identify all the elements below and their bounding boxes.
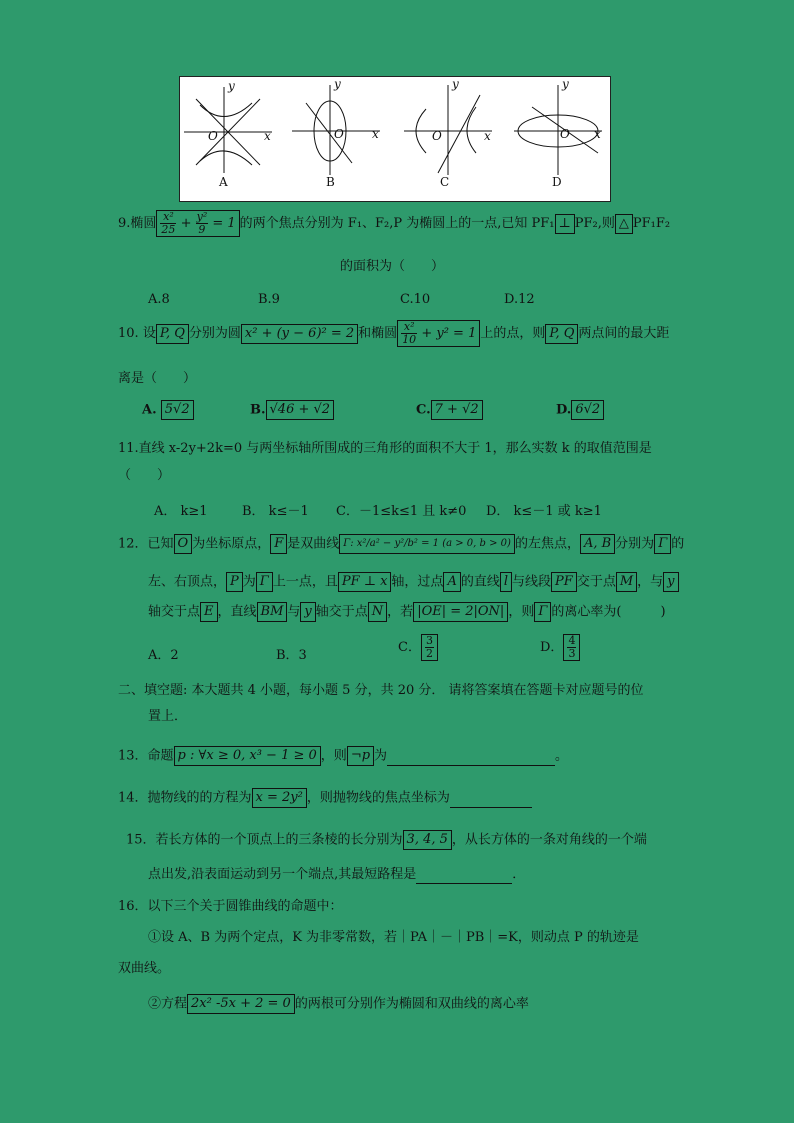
q12-l2b: 为 (242, 574, 256, 590)
q12-l2c: 上一点，且 (272, 574, 338, 590)
q12-l2e: 的直线 (460, 574, 500, 590)
figure-axis-x-d: x (594, 127, 601, 141)
q14 (118, 788, 532, 808)
figure-axis-x-c: x (484, 129, 491, 143)
figure-origin-b: O (334, 127, 344, 141)
q9-option-b: B.9 (258, 292, 280, 307)
q10-option-c (416, 400, 483, 420)
q12-a: A (443, 572, 460, 592)
q9-line2: 的面积为（ ） (340, 259, 445, 274)
q12-m: M (616, 572, 637, 592)
q16-line1: 16．以下三个关于圆锥曲线的命题中： (118, 899, 343, 914)
figure-axis-y-c: y (452, 77, 459, 91)
q15-end: ． (512, 867, 526, 882)
q11-option-a: A． k≥1 (154, 504, 208, 519)
q10-ell-den: 10 (402, 333, 417, 346)
q10-ellipse (397, 320, 480, 347)
figure-axis-x-a: x (264, 129, 271, 143)
q12-pfx: PF ⊥ x (338, 572, 392, 592)
q12-opt-c-den: 2 (425, 647, 433, 660)
q12-l2d: 轴，过点 (391, 574, 444, 590)
q10-opt-d-letter: D. (556, 402, 572, 418)
q12-line2 (148, 572, 679, 592)
q15-answer-blank[interactable] (416, 869, 512, 884)
q12-l3e: ，若 (387, 604, 414, 620)
q12-l: l (500, 572, 512, 592)
q9-mid2: PF₂,则 (574, 216, 615, 231)
q10-line2: 离是（ ） (118, 371, 197, 386)
q12-l3d: 轴交于点 (315, 604, 368, 620)
q12-gamma: Γ (654, 534, 671, 554)
q10-circle: x² + (y − 6)² = 2 (241, 324, 358, 344)
q15-line1 (126, 830, 647, 850)
q10-pre: 设 (142, 326, 156, 341)
q10-ell-rest: + y² = 1 (421, 326, 477, 341)
q12-gamma2: Γ (256, 572, 273, 592)
q12-l3b: ，直线 (217, 604, 257, 620)
figure-axis-x-b: x (372, 127, 379, 141)
q16-l4-pre: ②方程 (148, 996, 188, 1012)
q9-line1 (118, 210, 670, 237)
q10-opt-b-value: √46 + √2 (266, 400, 335, 420)
q12-opt-d-frac (563, 634, 580, 661)
q9-number: 9. (118, 216, 131, 231)
section2-heading-cont: 置上． (148, 709, 188, 724)
q10-ell-num: x² (401, 321, 417, 334)
q12-y: y (663, 572, 678, 592)
q13 (118, 746, 568, 766)
figure-label-d: D (552, 175, 562, 189)
q10-option-a (142, 400, 194, 420)
q16-l4-post: 的两根可分别作为椭圆和双曲线的离心率 (294, 996, 529, 1012)
q12-f: F (270, 534, 287, 554)
q13-pre: 13．命题 (118, 748, 174, 764)
q9-pre: 椭圆 (130, 216, 157, 231)
q12-opt-d-den: 3 (568, 647, 576, 660)
q9-mid: 的两个焦点分别为 F₁、F₂,P 为椭圆上的一点,已知 PF₁ (239, 216, 555, 231)
q12-l2g: 交于点 (576, 574, 616, 590)
q12-l3f: ，则 (508, 604, 535, 620)
q12-line3 (148, 602, 666, 622)
figure-origin-c: O (432, 129, 442, 143)
q12-pf: PF (551, 572, 577, 592)
q12-number: 12．已知 (118, 536, 174, 552)
figure-origin-d: O (560, 127, 570, 141)
q10-opt-c-value: 7 + √2 (431, 400, 483, 420)
q12-e: E (200, 602, 218, 622)
q10-opt-b-letter: B. (250, 402, 266, 418)
q9-frac1-num: x² (160, 211, 176, 224)
q11-option-d: D． k≤－1 或 k≥1 (486, 504, 602, 519)
q13-end: 。 (555, 748, 569, 764)
q14-pre: 14．抛物线的的方程为 (118, 790, 252, 806)
q12-option-b: B．3 (276, 648, 307, 663)
q12-t2: 是双曲线 (287, 536, 340, 552)
q13-mid: ，则 (320, 748, 347, 764)
q12-l3g: 的离心率为( ) (551, 604, 666, 620)
q11-option-b: B． k≤－1 (242, 504, 309, 519)
q12-l2a: 左、右顶点， (148, 574, 227, 590)
q9-frac2-num: y² (196, 210, 208, 223)
figure-label-a: A (219, 175, 228, 189)
q10-t1: 分别为圆 (188, 326, 241, 341)
q12-n: N (368, 602, 387, 622)
q10-opt-a-value: 5√2 (161, 400, 194, 420)
q13-post: 为 (374, 748, 388, 764)
q12-t1: 为坐标原点， (192, 536, 271, 552)
q12-line1 (118, 534, 684, 554)
q12-l2f: 与线段 (512, 574, 552, 590)
section2-heading: 二、填空题: 本大题共 4 小题，每小题 5 分，共 20 分． 请将答案填在答题卡对应题号的位 (118, 683, 644, 698)
q16-line4 (148, 994, 529, 1014)
figure-origin-a: O (208, 129, 218, 143)
q13-neg: ¬p (347, 746, 374, 766)
q11-line2: （ ） (118, 468, 171, 483)
q10-opt-a-letter: A. (142, 402, 157, 418)
q16-eq: 2x² -5x + 2 = 0 (187, 994, 295, 1014)
q12-y2: y (300, 602, 315, 622)
q10-pq: P, Q (156, 324, 189, 344)
q12-p: P (226, 572, 243, 592)
q9-plus: + (180, 216, 192, 231)
q12-t4: 分别为 (615, 536, 655, 552)
q13-prop: p : ∀x ≥ 0, x³ − 1 ≥ 0 (174, 746, 321, 766)
q12-bm: BM (257, 602, 288, 622)
q12-l3c: 与 (287, 604, 301, 620)
conic-sketches (180, 77, 610, 201)
q13-answer-blank[interactable] (387, 751, 555, 766)
q16-line3: 双曲线。 (118, 961, 171, 976)
q14-eq: x = 2y² (252, 788, 307, 808)
q16-line2: ①设 A、B 为两个定点，K 为非零常数，若｜PA｜－｜PB｜=K，则动点 P 的轨迹是 (148, 930, 639, 945)
q10-opt-d-value: 6√2 (571, 400, 604, 420)
q9-option-d: D.12 (504, 292, 535, 307)
figure-axis-y-b: y (334, 77, 341, 91)
figure-axis-y-a: y (228, 79, 235, 93)
q9-option-c: C.10 (400, 292, 431, 307)
q12-gamma3: Γ (534, 602, 551, 622)
q10-t3: 上的点，则 (480, 326, 546, 341)
q14-answer-blank[interactable] (450, 793, 532, 808)
q15-vals: 3, 4, 5 (403, 830, 452, 850)
figure-axis-y-d: y (562, 77, 569, 91)
q15-line2 (148, 866, 525, 884)
q12-option-a: A．2 (148, 648, 179, 663)
q10-option-d (556, 400, 604, 420)
q12-oe: |OE| = 2|ON| (413, 602, 508, 622)
q15-line2-text: 点出发,沿表面运动到另一个端点,其最短路程是 (148, 867, 417, 882)
conic-figure (179, 76, 611, 202)
q12-opt-d-label: D． (540, 640, 564, 655)
q12-opt-c-label: C． (398, 640, 421, 655)
q10-t2: 和椭圆 (358, 326, 398, 341)
q12-ab: A, B (580, 534, 615, 554)
figure-label-b: B (326, 175, 335, 189)
q9-frac2-den: 9 (198, 223, 206, 236)
q9-perp: ⊥ (555, 214, 575, 234)
q9-ellipse-equation (156, 210, 239, 237)
q10-t4: 两点间的最大距 (578, 326, 670, 341)
q12-opt-c-frac (421, 634, 438, 661)
q12-t5: 的 (671, 536, 685, 552)
q14-post: ，则抛物线的焦点坐标为 (306, 790, 450, 806)
q12-l2h: ，与 (637, 574, 664, 590)
q12-hyperbola: Γ: x²/a² − y²/b² = 1 (a > 0, b > 0) (339, 534, 515, 554)
q10-line1 (118, 320, 669, 347)
q12-opt-d-num: 4 (568, 634, 576, 647)
q12-t3: 的左焦点， (514, 536, 580, 552)
q10-option-b (250, 400, 334, 420)
q10-pq2: P, Q (545, 324, 578, 344)
q9-end: PF₁F₂ (632, 216, 671, 231)
q12-option-c (398, 634, 438, 661)
q12-opt-c-num: 3 (425, 634, 433, 647)
q15-pre: 15．若长方体的一个顶点上的三条棱的长分别为 (126, 832, 403, 848)
q12-option-d (540, 634, 580, 661)
q10-opt-c-letter: C. (416, 402, 431, 418)
q11-option-c: C．－1≤k≤1 且 k≠0 (336, 504, 467, 519)
q11-line1: 11.直线 x-2y+2k=0 与两坐标轴所围成的三角形的面积不大于 1，那么实数 k 的取值范围是 (118, 441, 652, 456)
q15-post: ，从长方体的一条对角线的一个端 (451, 832, 647, 848)
q9-triangle: △ (615, 214, 633, 234)
q9-frac1-den: 25 (161, 223, 176, 236)
q9-eq: = 1 (212, 216, 236, 231)
q10-number: 10. (118, 326, 139, 341)
q12-o: O (174, 534, 193, 554)
q9-option-a: A.8 (148, 292, 170, 307)
figure-label-c: C (440, 175, 450, 189)
q12-l3a: 轴交于点 (148, 604, 201, 620)
